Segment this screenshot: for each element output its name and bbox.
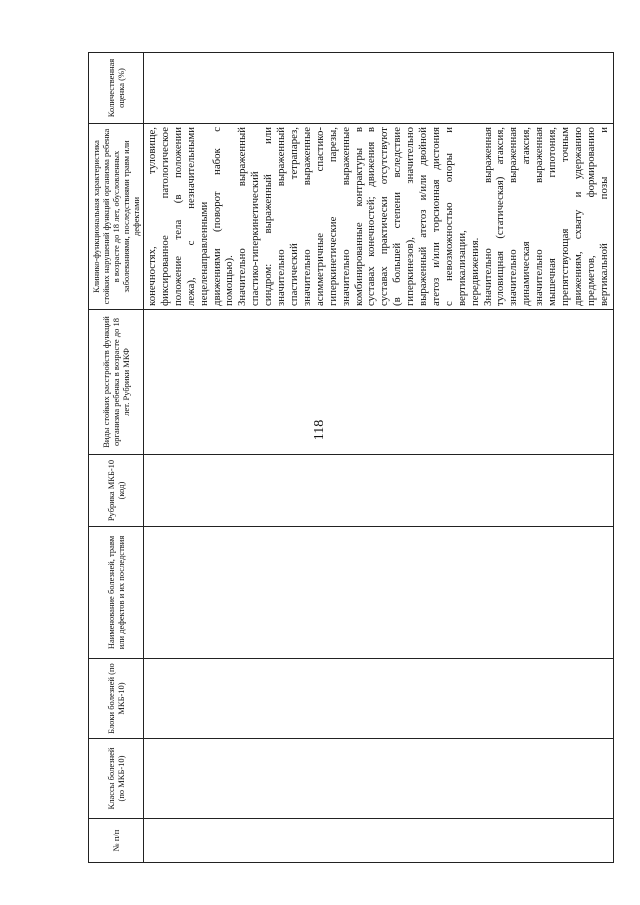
characteristic-line: атетоз и/или торсионная дистония xyxy=(429,127,442,306)
characteristic-line: передвижения. xyxy=(468,237,481,306)
cell-classes xyxy=(144,739,614,819)
header-characteristic: Клинико-функциональная характеристика стойких нарушений функций организма ребенка в возрасте до 18 лет, обусловленных заболеваниями, последствиями травм или дефектами xyxy=(89,124,144,310)
characteristic-line: положение тела (в положении xyxy=(171,127,184,306)
cell-blocks xyxy=(144,659,614,739)
characteristic-line: движениями (поворот набок с xyxy=(210,127,223,306)
characteristic-line: гиперкинетические парезы, xyxy=(326,127,339,306)
cell-characteristic xyxy=(144,124,614,310)
characteristic-line: значительно выраженные xyxy=(339,127,352,306)
characteristic-line: помощью). xyxy=(223,255,236,306)
header-num: № п/п xyxy=(89,819,144,863)
characteristic-line: вертикализации, xyxy=(455,230,468,306)
header-types: Виды стойких расстройств функций организма ребенка в возрасте до 18 лет. Рубрики МКФ xyxy=(89,310,144,455)
cell-types xyxy=(144,310,614,455)
header-code: Рубрика МКБ-10 (код) xyxy=(89,455,144,527)
characteristic-line: туловищная (статическая) атаксия, xyxy=(494,127,507,306)
rotated-table-container xyxy=(88,53,610,863)
table-row xyxy=(144,53,614,863)
characteristic-line: конечностях, туловище, xyxy=(146,127,158,306)
characteristic-line: вертикальной позы и xyxy=(597,127,610,306)
characteristic-line: значительно выраженная xyxy=(507,127,520,306)
characteristic-line: значительно выраженные xyxy=(300,127,313,306)
characteristic-line: движениям, схвату и удержанию xyxy=(571,127,584,306)
characteristic-line: значительно выраженный xyxy=(275,127,288,306)
characteristic-line: мышечная гипотония, xyxy=(546,127,559,306)
characteristic-line: препятствующая точным xyxy=(559,127,571,306)
characteristic-line: выраженный атетоз и/или двойной xyxy=(417,127,430,306)
characteristic-line: предметов, формированию xyxy=(584,127,597,306)
disability-criteria-table xyxy=(88,52,614,863)
cell-code xyxy=(144,455,614,527)
characteristic-line: суставах конечностей; движения в xyxy=(365,127,378,306)
header-blocks: Блоки болезней (по МКБ-10) xyxy=(89,659,144,739)
header-classes: Классы болезней (по МКБ-10) xyxy=(89,739,144,819)
characteristic-line: суставах практически отсутствуют xyxy=(378,127,391,306)
characteristic-line: асимметричные спастико- xyxy=(313,127,326,306)
characteristic-line: лежа), с незначительными xyxy=(184,127,197,306)
characteristic-line: динамическая атаксия, xyxy=(520,127,533,306)
header-names: Наименование болезней, травм или дефектов и их последствия xyxy=(89,527,144,659)
table-header-row xyxy=(89,53,144,863)
characteristic-line: спастико-гиперкинетический xyxy=(249,171,262,306)
page-number: 118 xyxy=(312,419,327,441)
characteristic-line: комбинированные контрактуры в xyxy=(352,127,365,306)
characteristic-line: Значительно выраженный xyxy=(236,127,249,306)
characteristic-line: фиксированное патологическое xyxy=(158,127,171,306)
characteristic-line: значительно выраженная xyxy=(533,127,546,306)
cell-num xyxy=(144,819,614,863)
cell-score xyxy=(144,53,614,124)
characteristic-line: Значительно выраженная xyxy=(481,127,494,306)
characteristic-line: спастический тетрапарез, xyxy=(287,127,300,306)
header-score: Количественная оценка (%) xyxy=(89,53,144,124)
cell-names xyxy=(144,527,614,659)
characteristic-line: с невозможностью опоры и xyxy=(442,127,455,306)
characteristic-line: гиперкинезов), значительно xyxy=(404,127,417,306)
characteristic-line: (в большей степени вследствие xyxy=(391,127,404,306)
characteristic-line: нецеленаправленными xyxy=(197,201,210,306)
characteristic-line: синдром: выраженный или xyxy=(262,127,275,306)
